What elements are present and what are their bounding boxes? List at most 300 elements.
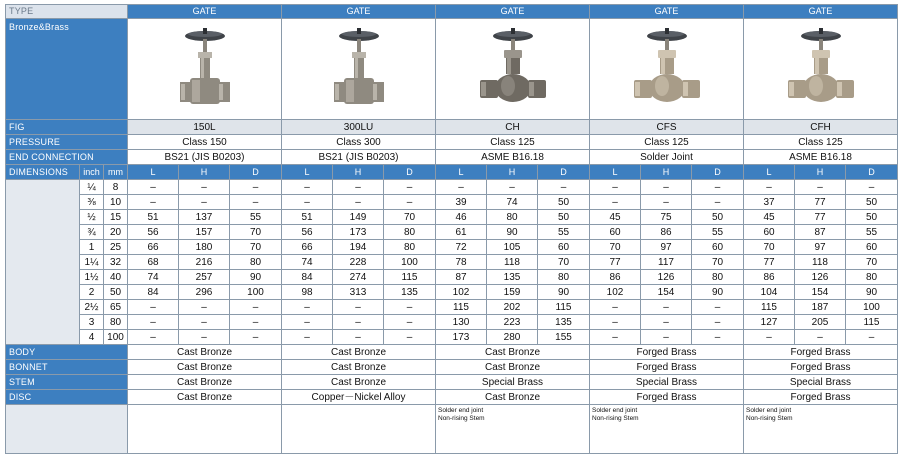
- label-material: Bronze&Brass: [6, 19, 128, 120]
- note-line: Non-rising Stem: [438, 415, 485, 422]
- dim-value: –: [333, 315, 384, 330]
- dim-value: 105: [487, 240, 538, 255]
- dim-header-1-0: L: [282, 165, 333, 180]
- dim-value: 228: [333, 255, 384, 270]
- label-bonnet: BONNET: [6, 360, 128, 375]
- dim-value: 97: [795, 240, 846, 255]
- dim-value: –: [590, 300, 641, 315]
- notes-label-cell: [6, 405, 128, 454]
- dim-value: 80: [384, 225, 436, 240]
- valve-note: [282, 405, 436, 454]
- dim-value: 70: [590, 240, 641, 255]
- note-line: Solder end joint: [438, 407, 484, 414]
- size-inch: 1¼: [80, 255, 104, 270]
- dim-value: –: [641, 180, 692, 195]
- gate-valve-icon: [436, 24, 589, 114]
- dim-value: 118: [795, 255, 846, 270]
- stem-material: Special Brass: [590, 375, 744, 390]
- valve-image-0: [128, 19, 282, 120]
- dim-value: 280: [487, 330, 538, 345]
- dim-value: –: [282, 315, 333, 330]
- dim-value: 74: [487, 195, 538, 210]
- dim-value: 56: [128, 225, 179, 240]
- dim-value: –: [384, 195, 436, 210]
- dim-value: –: [692, 195, 744, 210]
- dim-value: 155: [538, 330, 590, 345]
- valve-note: [436, 405, 590, 454]
- body-material: Cast Bronze: [128, 345, 282, 360]
- end-connection-4: ASME B16.18: [744, 150, 898, 165]
- type-1: GATE: [282, 5, 436, 19]
- dim-value: –: [692, 330, 744, 345]
- dim-value: 90: [692, 285, 744, 300]
- dimension-row: [6, 240, 898, 255]
- stem-material: Special Brass: [436, 375, 590, 390]
- dim-value: 117: [641, 255, 692, 270]
- label-type: TYPE: [6, 5, 128, 19]
- dim-value: –: [128, 330, 179, 345]
- dim-value: 126: [641, 270, 692, 285]
- size-inch: 4: [80, 330, 104, 345]
- dim-value: –: [590, 315, 641, 330]
- size-inch: ⅜: [80, 195, 104, 210]
- end-connection-1: BS21 (JIS B0203): [282, 150, 436, 165]
- dim-value: 37: [744, 195, 795, 210]
- dim-value: 45: [590, 210, 641, 225]
- dim-value: 102: [436, 285, 487, 300]
- dim-value: 60: [846, 240, 898, 255]
- dim-value: –: [692, 300, 744, 315]
- dim-value: 86: [744, 270, 795, 285]
- dim-value: 80: [538, 270, 590, 285]
- dim-value: –: [641, 195, 692, 210]
- size-mm: 25: [104, 240, 128, 255]
- valve-image-3: [590, 19, 744, 120]
- dimension-row: [6, 285, 898, 300]
- spec-table: [5, 4, 898, 454]
- bonnet-material: Forged Brass: [590, 360, 744, 375]
- body-material: Cast Bronze: [282, 345, 436, 360]
- dim-value: 87: [795, 225, 846, 240]
- size-inch: 1½: [80, 270, 104, 285]
- size-mm: 80: [104, 315, 128, 330]
- dim-value: 115: [538, 300, 590, 315]
- dim-value: –: [538, 180, 590, 195]
- dim-value: 100: [230, 285, 282, 300]
- dimension-row: [6, 330, 898, 345]
- dim-value: –: [333, 300, 384, 315]
- dim-value: 70: [230, 240, 282, 255]
- dim-value: –: [692, 315, 744, 330]
- dim-value: –: [179, 315, 230, 330]
- dim-value: 137: [179, 210, 230, 225]
- dim-value: 159: [487, 285, 538, 300]
- dim-value: 61: [436, 225, 487, 240]
- size-mm: 100: [104, 330, 128, 345]
- valve-image-2: [436, 19, 590, 120]
- dimensions-side-cell: [6, 180, 80, 345]
- dim-value: –: [641, 315, 692, 330]
- dim-value: 77: [795, 210, 846, 225]
- dim-value: –: [282, 330, 333, 345]
- size-inch: 2: [80, 285, 104, 300]
- dim-value: 55: [692, 225, 744, 240]
- dim-value: 173: [333, 225, 384, 240]
- dim-value: –: [282, 180, 333, 195]
- dim-value: 180: [179, 240, 230, 255]
- end-connection-0: BS21 (JIS B0203): [128, 150, 282, 165]
- dim-value: 66: [128, 240, 179, 255]
- dim-value: 70: [384, 210, 436, 225]
- dim-value: –: [179, 300, 230, 315]
- dim-value: 80: [846, 270, 898, 285]
- dimension-row: [6, 300, 898, 315]
- valve-note: [744, 405, 898, 454]
- row-notes: [6, 405, 898, 454]
- dim-header-4-2: D: [846, 165, 898, 180]
- dimension-row: [6, 225, 898, 240]
- dim-value: –: [590, 330, 641, 345]
- note-line: Non-rising Stem: [746, 415, 793, 422]
- dim-value: –: [590, 180, 641, 195]
- note-line: Non-rising Stem: [592, 415, 639, 422]
- dimension-row: [6, 180, 898, 195]
- dim-value: 70: [846, 255, 898, 270]
- size-mm: 8: [104, 180, 128, 195]
- dim-value: 173: [436, 330, 487, 345]
- dim-value: 45: [744, 210, 795, 225]
- dim-value: –: [230, 195, 282, 210]
- dim-value: –: [384, 315, 436, 330]
- dim-value: 80: [692, 270, 744, 285]
- dim-value: 90: [538, 285, 590, 300]
- dim-header-4-1: H: [795, 165, 846, 180]
- row-stem: [6, 375, 898, 390]
- dim-header-0-0: L: [128, 165, 179, 180]
- dim-value: –: [384, 300, 436, 315]
- dim-value: 78: [436, 255, 487, 270]
- disc-material: Forged Brass: [744, 390, 898, 405]
- dimension-row: [6, 195, 898, 210]
- fig-4: CFH: [744, 120, 898, 135]
- dim-value: 50: [538, 195, 590, 210]
- type-3: GATE: [590, 5, 744, 19]
- valve-image-1: [282, 19, 436, 120]
- valve-note: [590, 405, 744, 454]
- dim-value: –: [282, 195, 333, 210]
- dim-header-2-0: L: [436, 165, 487, 180]
- dim-value: 68: [128, 255, 179, 270]
- end-connection-3: Solder Joint: [590, 150, 744, 165]
- dim-value: 102: [590, 285, 641, 300]
- dim-value: –: [641, 300, 692, 315]
- bonnet-material: Cast Bronze: [128, 360, 282, 375]
- dim-value: 90: [230, 270, 282, 285]
- dim-value: 223: [487, 315, 538, 330]
- dim-header-3-0: L: [590, 165, 641, 180]
- dim-value: 50: [692, 210, 744, 225]
- dim-value: –: [692, 180, 744, 195]
- dim-value: 157: [179, 225, 230, 240]
- dim-value: –: [333, 330, 384, 345]
- dim-value: 202: [487, 300, 538, 315]
- size-mm: 65: [104, 300, 128, 315]
- dim-value: 104: [744, 285, 795, 300]
- dim-value: –: [230, 300, 282, 315]
- dim-value: 98: [282, 285, 333, 300]
- dim-value: 126: [795, 270, 846, 285]
- gate-valve-icon: [590, 24, 743, 114]
- dim-header-4-0: L: [744, 165, 795, 180]
- dim-value: 97: [641, 240, 692, 255]
- valve-image-4: [744, 19, 898, 120]
- pressure-1: Class 300: [282, 135, 436, 150]
- disc-material: Forged Brass: [590, 390, 744, 405]
- row-type: [6, 5, 898, 19]
- dim-value: 60: [744, 225, 795, 240]
- size-inch: ½: [80, 210, 104, 225]
- bonnet-material: Cast Bronze: [282, 360, 436, 375]
- label-inch: inch: [80, 165, 104, 180]
- bonnet-material: Cast Bronze: [436, 360, 590, 375]
- dim-value: –: [436, 180, 487, 195]
- size-mm: 40: [104, 270, 128, 285]
- dim-value: –: [333, 195, 384, 210]
- dim-value: –: [846, 180, 898, 195]
- dim-value: –: [128, 300, 179, 315]
- dim-value: 205: [795, 315, 846, 330]
- dim-value: –: [795, 180, 846, 195]
- stem-material: Cast Bronze: [282, 375, 436, 390]
- dim-value: –: [384, 330, 436, 345]
- dim-value: –: [282, 300, 333, 315]
- size-inch: ¾: [80, 225, 104, 240]
- gate-valve-icon: [282, 24, 435, 114]
- row-dimensions-header: [6, 165, 898, 180]
- dim-value: 70: [230, 225, 282, 240]
- dim-value: 50: [538, 210, 590, 225]
- note-line: Solder end joint: [592, 407, 638, 414]
- dim-value: 39: [436, 195, 487, 210]
- dim-value: 135: [538, 315, 590, 330]
- dim-value: 194: [333, 240, 384, 255]
- dim-value: 84: [282, 270, 333, 285]
- pressure-0: Class 150: [128, 135, 282, 150]
- dim-value: 74: [282, 255, 333, 270]
- dim-value: 46: [436, 210, 487, 225]
- dim-value: 115: [436, 300, 487, 315]
- dim-value: 77: [590, 255, 641, 270]
- stem-material: Special Brass: [744, 375, 898, 390]
- dim-header-1-1: H: [333, 165, 384, 180]
- dim-value: 55: [230, 210, 282, 225]
- dim-header-2-1: H: [487, 165, 538, 180]
- dim-value: 56: [282, 225, 333, 240]
- dim-header-0-1: H: [179, 165, 230, 180]
- label-disc: DISC: [6, 390, 128, 405]
- dim-value: 135: [487, 270, 538, 285]
- dim-header-0-2: D: [230, 165, 282, 180]
- dim-value: –: [795, 330, 846, 345]
- dim-value: 296: [179, 285, 230, 300]
- dim-value: 55: [846, 225, 898, 240]
- dim-value: 50: [846, 210, 898, 225]
- dim-value: 135: [384, 285, 436, 300]
- pressure-3: Class 125: [590, 135, 744, 150]
- dim-value: 80: [487, 210, 538, 225]
- gate-valve-icon: [744, 24, 897, 114]
- dim-value: –: [179, 195, 230, 210]
- dim-value: 80: [384, 240, 436, 255]
- dim-value: –: [128, 315, 179, 330]
- dim-value: –: [333, 180, 384, 195]
- row-image: [6, 19, 898, 120]
- dim-value: –: [744, 180, 795, 195]
- dim-value: 115: [744, 300, 795, 315]
- dim-value: 118: [487, 255, 538, 270]
- dim-value: 216: [179, 255, 230, 270]
- dim-value: 70: [538, 255, 590, 270]
- dimension-row: [6, 210, 898, 225]
- dim-value: 257: [179, 270, 230, 285]
- dim-value: 84: [128, 285, 179, 300]
- dim-value: 149: [333, 210, 384, 225]
- dim-value: –: [590, 195, 641, 210]
- dim-value: –: [179, 330, 230, 345]
- size-inch: 3: [80, 315, 104, 330]
- dim-value: –: [230, 330, 282, 345]
- dim-value: 74: [128, 270, 179, 285]
- dim-value: –: [487, 180, 538, 195]
- dim-value: 87: [436, 270, 487, 285]
- size-inch: 2½: [80, 300, 104, 315]
- dim-value: 77: [795, 195, 846, 210]
- dim-value: –: [128, 180, 179, 195]
- label-pressure: PRESSURE: [6, 135, 128, 150]
- dim-value: 187: [795, 300, 846, 315]
- dim-value: 70: [692, 255, 744, 270]
- label-dimensions: DIMENSIONS: [6, 165, 80, 180]
- body-material: Forged Brass: [744, 345, 898, 360]
- dim-value: 100: [384, 255, 436, 270]
- dim-value: 70: [744, 240, 795, 255]
- dim-value: –: [744, 330, 795, 345]
- fig-2: CH: [436, 120, 590, 135]
- size-mm: 20: [104, 225, 128, 240]
- fig-0: 150L: [128, 120, 282, 135]
- dim-value: 60: [692, 240, 744, 255]
- dim-value: 80: [230, 255, 282, 270]
- size-mm: 50: [104, 285, 128, 300]
- label-fig: FIG: [6, 120, 128, 135]
- dim-value: 72: [436, 240, 487, 255]
- row-end-connection: [6, 150, 898, 165]
- dim-value: 115: [846, 315, 898, 330]
- label-mm: mm: [104, 165, 128, 180]
- gate-valve-icon: [128, 24, 281, 114]
- dim-value: –: [230, 180, 282, 195]
- note-line: Solder end joint: [746, 407, 792, 414]
- dim-value: 90: [846, 285, 898, 300]
- dim-value: –: [641, 330, 692, 345]
- label-body: BODY: [6, 345, 128, 360]
- bonnet-material: Forged Brass: [744, 360, 898, 375]
- size-mm: 15: [104, 210, 128, 225]
- pressure-2: Class 125: [436, 135, 590, 150]
- dim-header-3-2: D: [692, 165, 744, 180]
- dim-value: 66: [282, 240, 333, 255]
- dim-value: 75: [641, 210, 692, 225]
- end-connection-2: ASME B16.18: [436, 150, 590, 165]
- dim-value: –: [128, 195, 179, 210]
- stem-material: Cast Bronze: [128, 375, 282, 390]
- body-material: Cast Bronze: [436, 345, 590, 360]
- dim-value: 77: [744, 255, 795, 270]
- dim-value: 130: [436, 315, 487, 330]
- dim-value: 60: [590, 225, 641, 240]
- valve-note: [128, 405, 282, 454]
- label-end-connection: END CONNECTION: [6, 150, 128, 165]
- row-pressure: [6, 135, 898, 150]
- valve-spec-sheet: [5, 4, 898, 454]
- dimension-row: [6, 270, 898, 285]
- row-body: [6, 345, 898, 360]
- dim-value: 274: [333, 270, 384, 285]
- dim-value: –: [846, 330, 898, 345]
- dim-value: 154: [795, 285, 846, 300]
- dim-value: 127: [744, 315, 795, 330]
- dim-value: 50: [846, 195, 898, 210]
- dim-header-1-2: D: [384, 165, 436, 180]
- pressure-4: Class 125: [744, 135, 898, 150]
- dim-header-2-2: D: [538, 165, 590, 180]
- dim-value: –: [179, 180, 230, 195]
- dim-value: 115: [384, 270, 436, 285]
- dim-value: 60: [538, 240, 590, 255]
- type-2: GATE: [436, 5, 590, 19]
- type-0: GATE: [128, 5, 282, 19]
- type-4: GATE: [744, 5, 898, 19]
- dim-header-3-1: H: [641, 165, 692, 180]
- disc-material: Copper－Nickel Alloy: [282, 390, 436, 405]
- fig-1: 300LU: [282, 120, 436, 135]
- dim-value: 100: [846, 300, 898, 315]
- dim-value: 90: [487, 225, 538, 240]
- row-disc: [6, 390, 898, 405]
- dim-value: –: [384, 180, 436, 195]
- body-material: Forged Brass: [590, 345, 744, 360]
- dimension-row: [6, 315, 898, 330]
- dim-value: 55: [538, 225, 590, 240]
- dimension-row: [6, 255, 898, 270]
- size-mm: 32: [104, 255, 128, 270]
- label-stem: STEM: [6, 375, 128, 390]
- dim-value: 86: [590, 270, 641, 285]
- dim-value: 154: [641, 285, 692, 300]
- disc-material: Cast Bronze: [436, 390, 590, 405]
- size-mm: 10: [104, 195, 128, 210]
- fig-3: CFS: [590, 120, 744, 135]
- dim-value: 86: [641, 225, 692, 240]
- size-inch: ¼: [80, 180, 104, 195]
- row-bonnet: [6, 360, 898, 375]
- row-fig: [6, 120, 898, 135]
- dim-value: –: [230, 315, 282, 330]
- disc-material: Cast Bronze: [128, 390, 282, 405]
- dim-value: 51: [282, 210, 333, 225]
- dim-value: 51: [128, 210, 179, 225]
- size-inch: 1: [80, 240, 104, 255]
